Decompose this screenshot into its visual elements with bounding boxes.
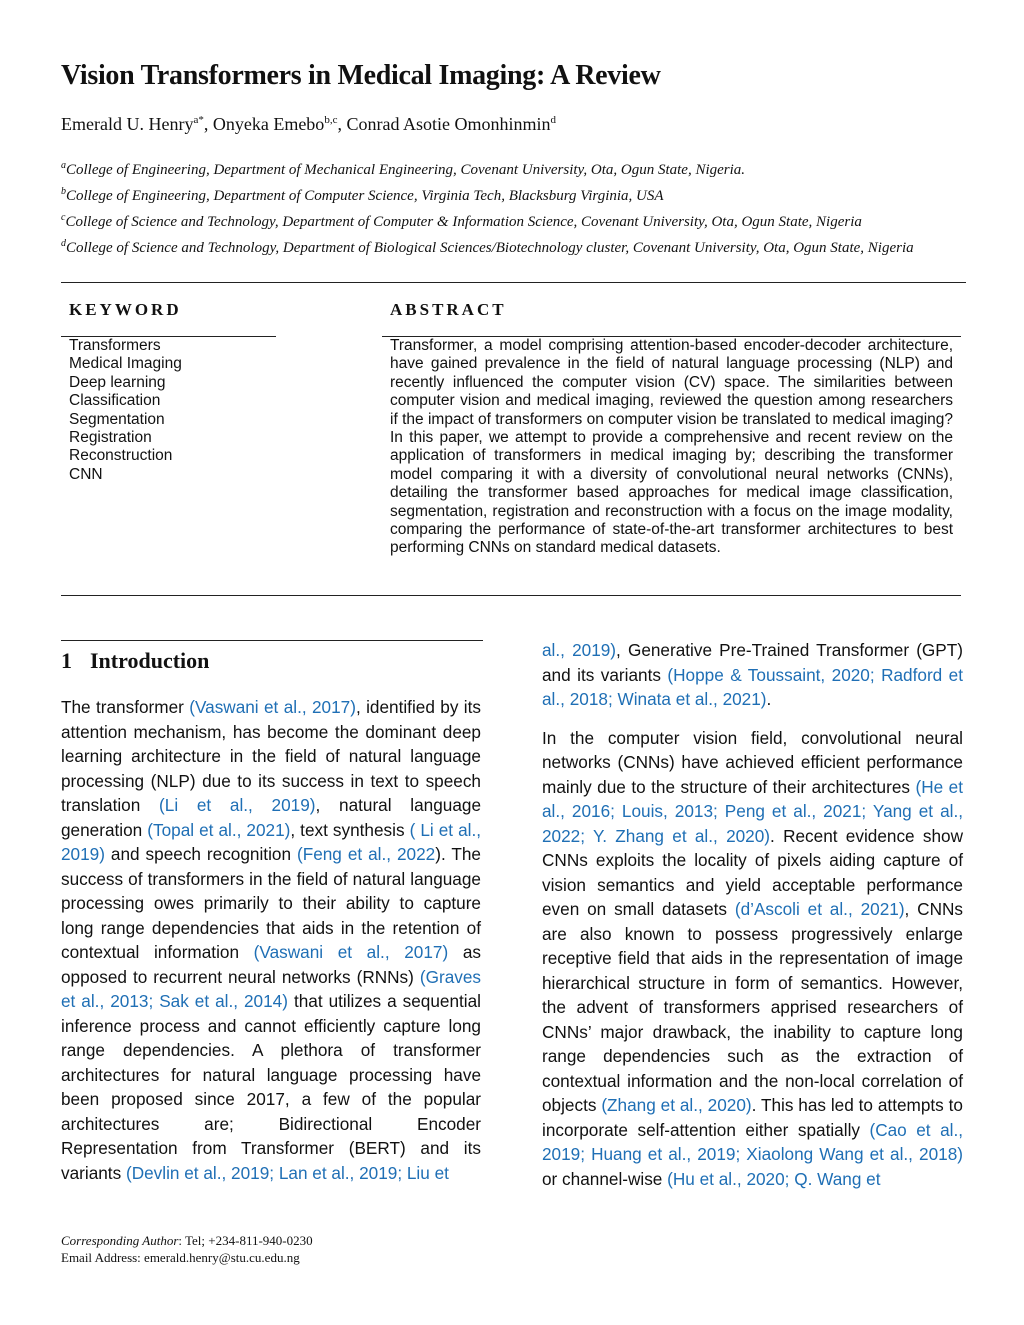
text-run: The transformer xyxy=(61,697,190,717)
citation-link[interactable]: (Feng et al., 2022 xyxy=(296,844,436,864)
citation-link[interactable]: al., 2019) xyxy=(542,640,617,660)
affiliation: $^d$College of Science and Technology, Department of Biological Sciences/Biotechnology cluster, Covenant University, Ota, Ogun State, Nigeria xyxy=(61,238,914,256)
keyword-item: Transformers xyxy=(69,337,161,354)
text-run: , natural language generation xyxy=(61,795,482,840)
author-sup: b,c xyxy=(324,114,338,126)
text-run: . xyxy=(766,689,772,709)
keyword-item: Reconstruction xyxy=(69,447,173,465)
author-name: Onyeka Emebo xyxy=(212,114,325,134)
abstract-body: Transformer, a model comprising attention-based encoder-decoder architecture, have gained prevalence in the field of natural language processing (NLP) and recently influenced the computer vision (CV) space. The similarities between computer vision and medical imaging, reviewed the question among researchers if the impact of transformers on computer vision be translated to medical imaging? In this paper, we attempt to provide a comprehensive and recent review on the application of transformers in medical imaging by; describing the transformer model comparing it with a diversity of convolutional neural networks (CNNs), detailing the transformer based approaches for medical image classification, segmentation, registration and reconstruction with a focus on the image modality, comparing the performance of state-of-the-art transformer architectures to best performing CNNs on standard medical datasets. xyxy=(390,337,953,557)
abstract-heading: ABSTRACT xyxy=(390,300,507,319)
body-paragraph xyxy=(61,695,481,1185)
keyword-item: Classification xyxy=(69,392,161,410)
citation-link[interactable]: (Topal et al., 2021) xyxy=(147,819,291,840)
corresponding-tel: : Tel; +234-811-940-0230 xyxy=(178,1233,313,1248)
citation-link[interactable]: (d’Ascoli et al., 2021) xyxy=(734,899,905,919)
affiliation: $^b$College of Engineering, Department of Computer Science, Virginia Tech, Blacksburg Virginia, USA xyxy=(61,186,664,204)
text-run: as opposed to recurrent neural networks (RNNs) xyxy=(61,942,481,987)
affiliation: $^a$College of Engineering, Department of Mechanical Engineering, Covenant University, Ota, Ogun State, Nigeria. xyxy=(61,160,746,178)
citation-link[interactable]: (Vaswani et al., 2017) xyxy=(189,697,356,717)
author-name: Emerald U. Henry xyxy=(61,114,194,134)
text-run: , identified by its attention mechanism, has become the dominant deep learning architecture in the field of natural language processing (NLP) due to its success in text to speech translation xyxy=(61,697,481,815)
text-run: and speech recognition xyxy=(104,844,297,864)
body-paragraph xyxy=(542,726,963,1192)
section-title: Introduction xyxy=(90,648,210,673)
text-run: or channel-wise xyxy=(542,1168,668,1189)
citation-link[interactable]: (Graves et al., 2013; Sak et al., 2014) xyxy=(61,966,481,1011)
author-name: Conrad Asotie Omonhinmin xyxy=(346,114,551,134)
keyword-item: Deep learning xyxy=(69,373,166,391)
citation-link[interactable]: (Hu et al., 2020; Q. Wang et xyxy=(667,1168,881,1189)
keyword-item: Medical Imaging xyxy=(69,355,182,373)
keyword-item: Segmentation xyxy=(69,410,165,428)
affiliation: $^c$College of Science and Technology, Department of Computer & Information Science, Covenant University, Ota, Ogun State, Nigeria xyxy=(61,212,862,230)
corresponding-email: Email Address: emerald.henry@stu.cu.edu.ng xyxy=(61,1250,300,1265)
citation-link[interactable]: ( Li et al., 2019) xyxy=(61,819,482,864)
text-run: In the computer vision field, convolutional neural networks (CNNs) have achieved efficient performance mainly due to the structure of their architectures xyxy=(542,727,963,797)
affiliation-list xyxy=(61,155,971,259)
section-number: 1 xyxy=(61,648,72,673)
text-run: . Recent evidence show CNNs exploits the locality of pixels aiding capture of vision semantics and yield acceptable performance even on small datasets xyxy=(542,825,963,919)
footnote xyxy=(61,1232,313,1266)
text-run: . This has led to attempts to incorporate self-attention either spatially xyxy=(542,1095,963,1140)
keyword-item: CNN xyxy=(69,465,103,483)
citation-link[interactable]: (Devlin et al., 2019; Lan et al., 2019; Liu et xyxy=(125,1162,449,1183)
paper-title: Vision Transformers in Medical Imaging: A Review xyxy=(61,60,661,91)
rule-intro xyxy=(61,640,483,641)
author-list: Emerald U. Henry$^{a*}$, Onyeka Emebo$^{b,c}$, Conrad Asotie Omonhinmin$^d$ xyxy=(61,114,556,134)
citation-link[interactable]: (Zhang et al., 2020) xyxy=(601,1095,752,1115)
citation-link[interactable]: (Cao et al., 2019; Huang et al., 2019; Xiaolong Wang et al., 2018) xyxy=(542,1119,963,1164)
body-column-left xyxy=(61,695,481,1185)
body-paragraph xyxy=(542,638,963,712)
citation-link[interactable]: (He et al., 2016; Louis, 2013; Peng et al., 2021; Yang et al., 2022; Y. Zhang et al., 2020) xyxy=(542,776,963,846)
citation-link[interactable]: (Vaswani et al., 2017) xyxy=(253,942,449,962)
rule-bottom xyxy=(61,595,961,596)
keyword-item: Registration xyxy=(69,429,152,447)
keyword-list xyxy=(69,337,182,484)
citation-link[interactable]: (Hoppe & Toussaint, 2020; Radford et al., 2018; Winata et al., 2021) xyxy=(542,664,964,709)
citation-link[interactable]: (Li et al., 2019) xyxy=(159,795,316,815)
section-heading xyxy=(61,648,209,674)
keyword-heading: KEYWORD xyxy=(69,300,182,319)
text-run: , text synthesis xyxy=(290,819,410,840)
text-run: that utilizes a sequential inference process and cannot efficiently capture long range dependencies. A plethora of transformer architectures for natural language processing have been proposed since 2017, a few of the popular architectures are; Bidirectional Encoder Representation from Transformer (BERT) and its variants xyxy=(61,991,481,1183)
text-run: , CNNs are also known to possess progressively enlarge receptive field that aids in the representation of image hierarchical structure in form of semantics. However, the advent of transformers apprised researchers of CNNs’ major drawback, the inability to capture long range dependencies such as the extraction of contextual information and the non-local correlation of objects xyxy=(542,899,963,1115)
text-run: ). The success of transformers in the field of natural language processing owes primarily to their ability to capture long range dependencies that aids in the retention of contextual information xyxy=(61,844,481,962)
rule-top xyxy=(61,282,966,283)
body-column-right xyxy=(542,638,963,1191)
author-sup: a* xyxy=(193,114,204,126)
author-sup: d xyxy=(550,114,556,126)
text-run: , Generative Pre-Trained Transformer (GPT) and its variants xyxy=(542,640,963,685)
corresponding-label: Corresponding Author xyxy=(61,1233,179,1248)
